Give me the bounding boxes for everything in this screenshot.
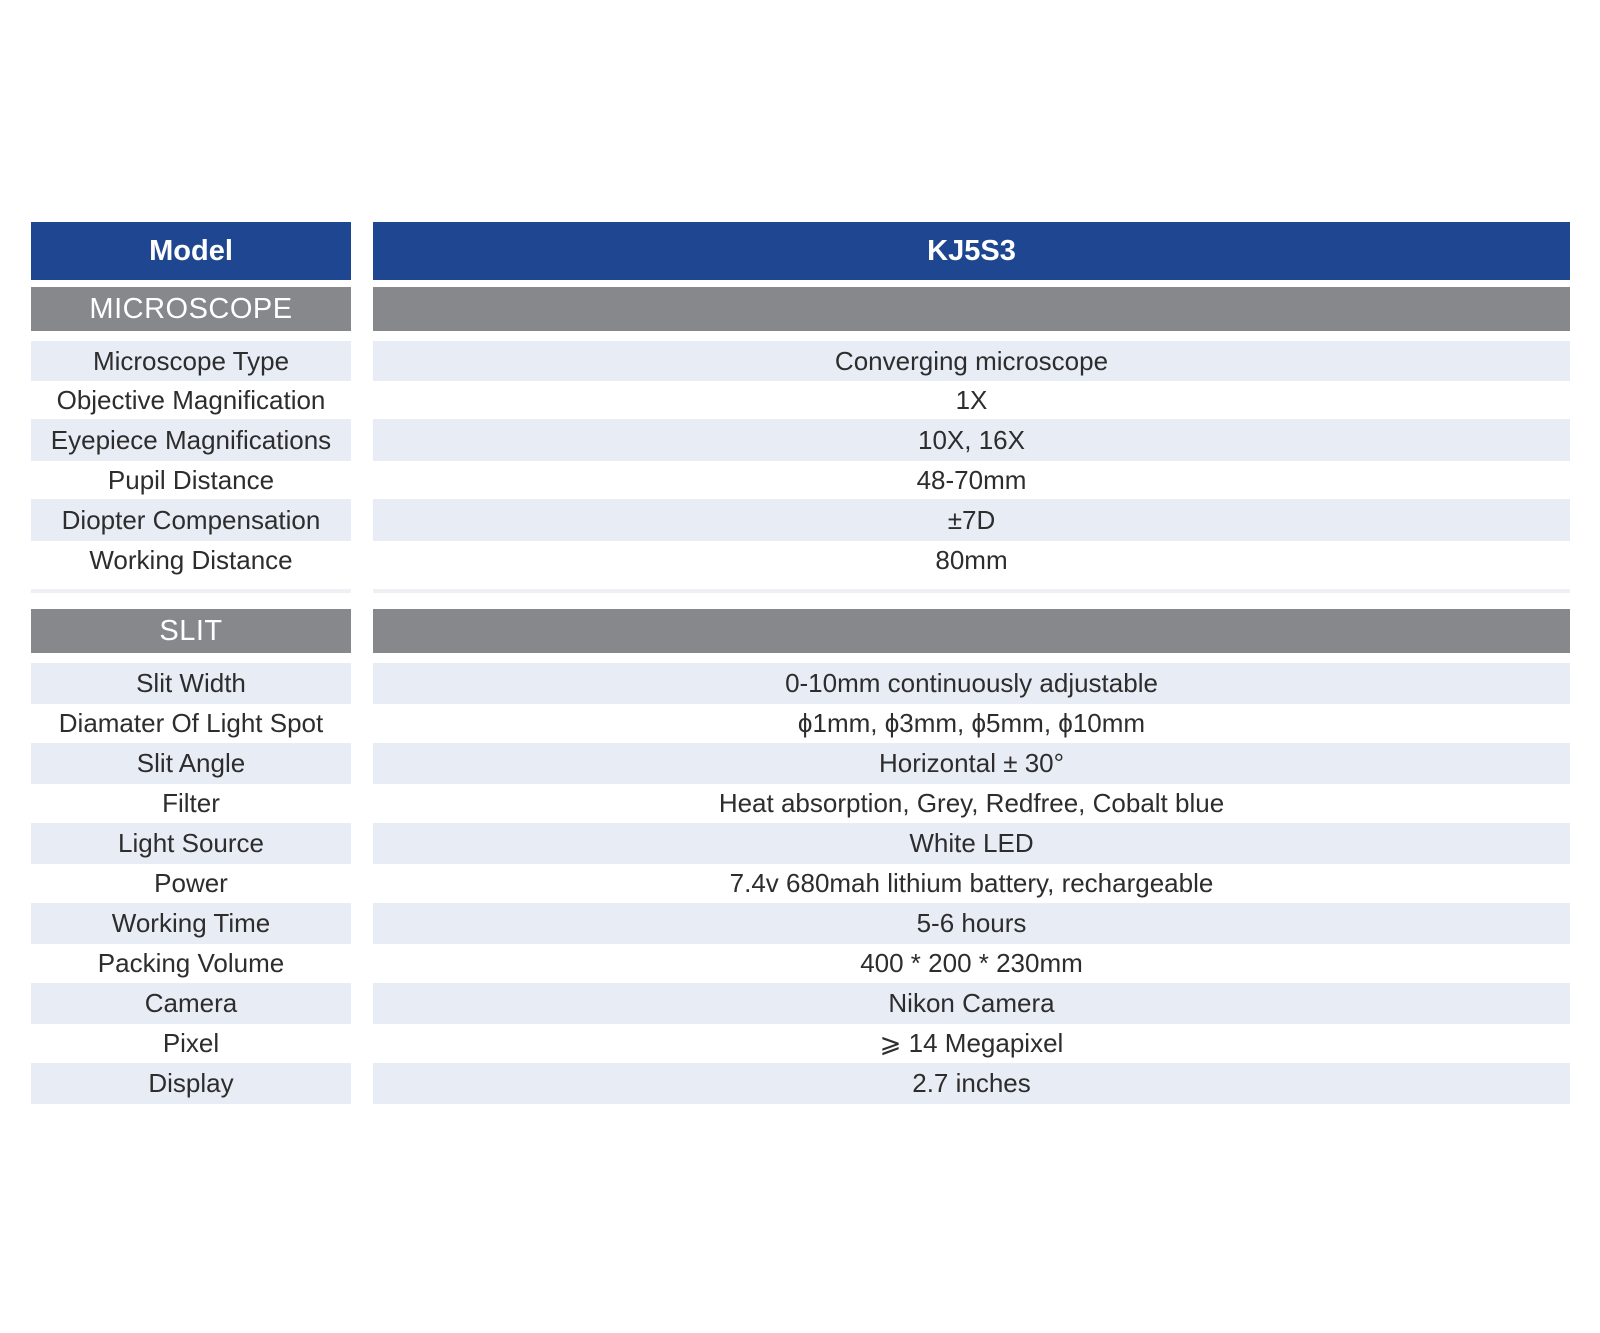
spec-label: Power: [31, 864, 351, 903]
section-header-slit: [31, 609, 1570, 653]
spec-value: 400 * 200 * 230mm: [373, 944, 1570, 983]
spec-label: Filter: [31, 784, 351, 823]
spec-label: Objective Magnification: [31, 381, 351, 419]
spec-value: Horizontal ± 30°: [373, 743, 1570, 784]
spec-value: ϕ1mm, ϕ3mm, ϕ5mm, ϕ10mm: [373, 704, 1570, 743]
spec-value: 5-6 hours: [373, 903, 1570, 944]
table-row: [31, 419, 1570, 461]
spec-value: 10X, 16X: [373, 419, 1570, 461]
spec-label: Pixel: [31, 1024, 351, 1063]
table-row: [31, 864, 1570, 903]
spec-value: Heat absorption, Grey, Redfree, Cobalt blue: [373, 784, 1570, 823]
spec-value: 1X: [373, 381, 1570, 419]
header-row: [31, 222, 1570, 280]
spec-value: 80mm: [373, 541, 1570, 579]
table-row: [31, 903, 1570, 944]
spec-value: ⩾ 14 Megapixel: [373, 1024, 1570, 1063]
model-label: Model: [31, 222, 351, 280]
spec-label: Diamater Of Light Spot: [31, 704, 351, 743]
table-row: [31, 499, 1570, 541]
spec-value: White LED: [373, 823, 1570, 864]
spec-value: 48-70mm: [373, 461, 1570, 499]
table-row: [31, 461, 1570, 499]
model-value: KJ5S3: [373, 222, 1570, 280]
table-row: [31, 743, 1570, 784]
section-title: SLIT: [31, 609, 351, 653]
spec-value: ±7D: [373, 499, 1570, 541]
spec-label: Working Distance: [31, 541, 351, 579]
spec-label: Working Time: [31, 903, 351, 944]
spec-label: Slit Width: [31, 663, 351, 704]
spec-label: Pupil Distance: [31, 461, 351, 499]
spec-value: 2.7 inches: [373, 1063, 1570, 1104]
spec-value: 0-10mm continuously adjustable: [373, 663, 1570, 704]
table-row: [31, 944, 1570, 983]
divider-left: [31, 589, 351, 593]
table-row: [31, 823, 1570, 864]
spec-table: [31, 222, 1570, 1104]
spec-label: Microscope Type: [31, 341, 351, 381]
section-title: MICROSCOPE: [31, 287, 351, 331]
spec-label: Slit Angle: [31, 743, 351, 784]
spec-label: Eyepiece Magnifications: [31, 419, 351, 461]
section-header-microscope: [31, 287, 1570, 331]
spec-value: Converging microscope: [373, 341, 1570, 381]
table-row: [31, 663, 1570, 704]
table-row: [31, 541, 1570, 579]
table-row: [31, 1063, 1570, 1104]
table-row: [31, 784, 1570, 823]
table-row: [31, 704, 1570, 743]
table-row: [31, 983, 1570, 1024]
spec-label: Camera: [31, 983, 351, 1024]
table-row: [31, 341, 1570, 381]
section-divider: [31, 589, 1570, 593]
section-title-spacer: [373, 287, 1570, 331]
spec-label: Display: [31, 1063, 351, 1104]
spec-label: Packing Volume: [31, 944, 351, 983]
divider-right: [373, 589, 1570, 593]
section-title-spacer: [373, 609, 1570, 653]
table-row: [31, 381, 1570, 419]
table-row: [31, 1024, 1570, 1063]
spec-value: Nikon Camera: [373, 983, 1570, 1024]
spec-label: Light Source: [31, 823, 351, 864]
spec-label: Diopter Compensation: [31, 499, 351, 541]
spec-value: 7.4v 680mah lithium battery, rechargeable: [373, 864, 1570, 903]
